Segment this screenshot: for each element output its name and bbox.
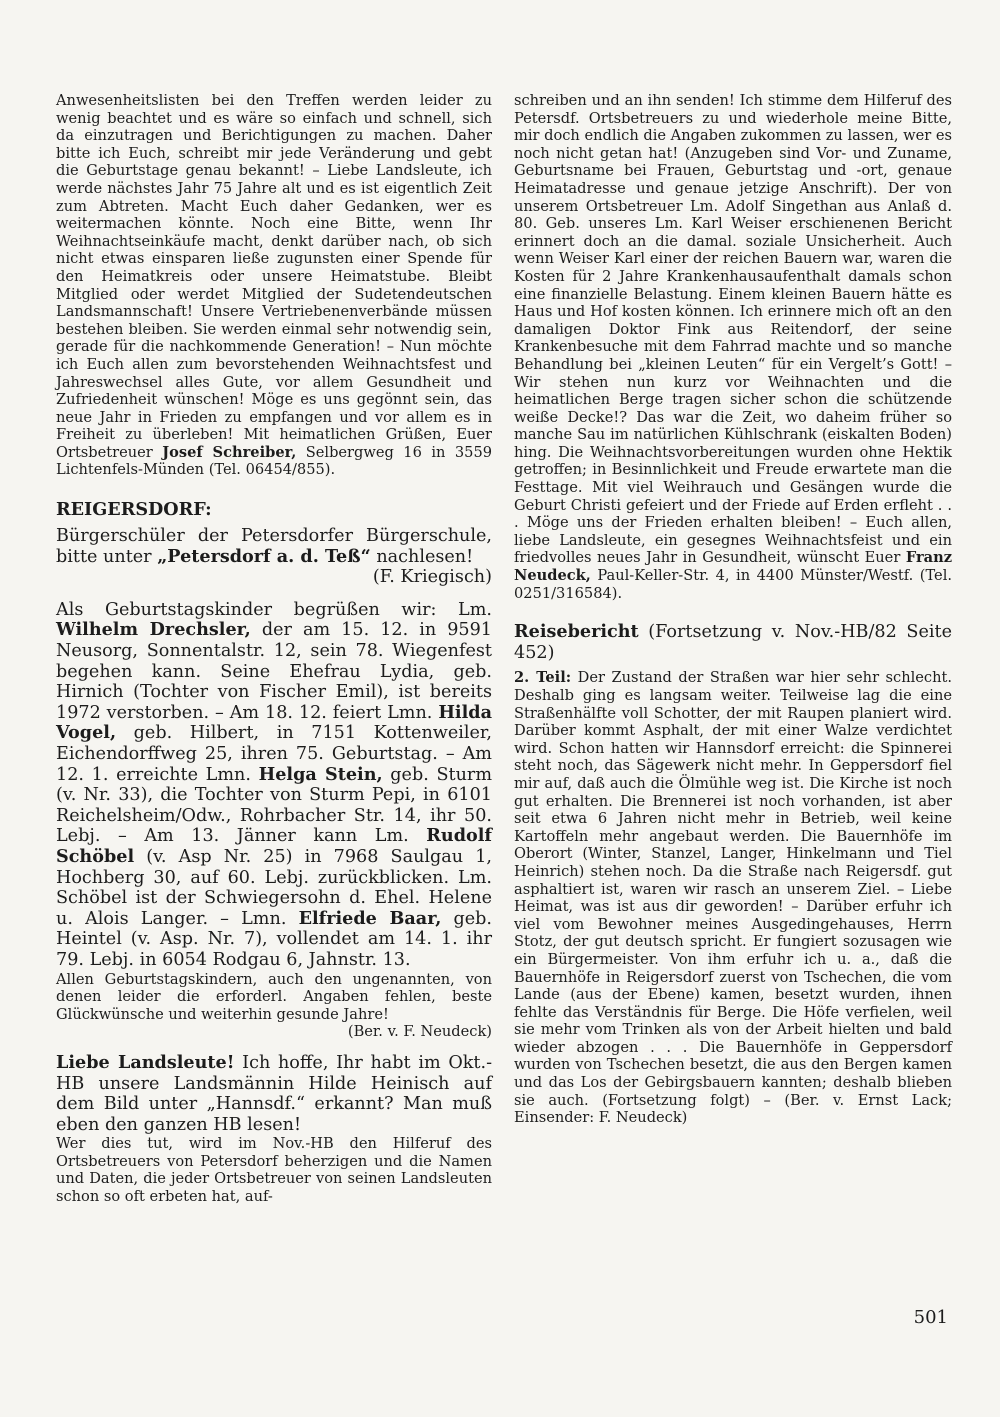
continued-letter: schreiben und an ihn senden! Ich stimme dem Hilferuf des Petersdf. Ortsbetreuers zu und wiederhole meine Bitte, mir doch endlich die Angaben zukommen zu lassen, wer es noch nicht getan hat! (Anzugeben sind Vor- und Zuname, Geburtsname bei Frauen, Geburtstag und -ort, genaue Heimatadresse und genaue jetzige Anschrift). Der von unserem Ortsbetreuer Lm. Adolf Singethan aus Anlaß d. 80. Geb. unseres Lm. Karl Weiser erschienenen Bericht erinnert doch an die damal. soziale Unsicherheit. Auch wenn Weiser Karl einer der reichen Bauern war, waren die Kosten für 2 Jahre Krankenhausaufenthalt damals schon eine finanzielle Belastung. Einem kleinen Bauern hätte es Haus und Hof kosten können. Ich erinnere mich oft an den damaligen Doktor Fink aus Reitendorf, der seine Krankenbesuche mit dem Fahrrad machte und so manche Behandlung bei „kleinen Leuten“ für ein Vergelt’s Gott! – Wir stehen nun kurz vor Weihnachten und die heimatlichen Berge tragen sicher schon die schützende weiße Decke!? Das war die Zeit, wo daheim früher so manche Sau im natürlichen Kühlschrank (eiskalten Boden) hing. Die Weihnachtsvorbereitungen wurden ohne Hektik getroffen; in Besinnlichkeit und Freude erwartete man die Festtage. Mit viel Weihrauch und Gesängen wurde die Geburt Christi gefeiert und der Friede auf Erden erfleht . . . Möge uns der Frieden erhalten bleiben! – Euch allen, liebe Landsleute, ein gesegnes Weihnachtsfeist und ein friedvolles neues Jahr in Gesundheit, wünscht Euer Franz Neudeck, Paul-Keller-Str. 4, in 4400 Münster/Westf. (Tel. 0251/316584). (514, 92, 952, 602)
intro-paragraph: Anwesenheitslisten bei den Treffen werden leider zu wenig beachtet und es wäre so einfach und schnell, sich da einzutragen und Berichtigungen zu machen. Daher bitte ich Euch, schreibt mir jede Veränderung und gebt die Geburtstage genau bekannt! – Liebe Landsleute, ich werde nächstes Jahr 75 Jahre alt und es ist eigentlich Zeit zum Abtreten. Macht Euch daher Gedanken, wer es weitermachen könnte. Noch eine Bitte, wenn Ihr Weihnachtseinkäufe macht, denkt darüber nach, ob sich nicht etwas einsparen ließe zugunsten einer Spende für den Heimatkreis oder unsere Heimatstube. Bleibt Mitglied oder werdet Mitglied der Sudetendeutschen Landsmannschaft! Unsere Vertriebenenverbände müssen bestehen bleiben. Sie werden einmal sehr notwendig sein, gerade für die nachkommende Generation! – Nun möchte ich Euch allen zum bevorstehenden Weihnachtsfest und Jahreswechsel alles Gute, vor allem Gesundheit und Zufriedenheit wünschen! Möge es uns gegönnt sein, das neue Jahr in Frieden zu empfangen und vor allem es in Freiheit zu überleben! Mit heimatlichen Grüßen, Euer Ortsbetreuer Josef Schreiber, Selbergweg 16 in 3559 Lichtenfels-Münden (Tel. 06454/855). (56, 92, 493, 479)
school-note-signature: (F. Kriegisch) (372, 567, 492, 588)
travel-report-title: Reisebericht (514, 621, 639, 643)
signer-name: Franz Neudeck, (514, 549, 952, 585)
travel-report-body: 2. Teil: Der Zustand der Straßen war hier sehr schlecht. Deshalb ging es langsam weiter. Teilweise lag die eine Straßenhälfte voll Schotter, der mit Raupen planiert wird. Darüber kommt Asphalt, der mit einer Walze verdichtet wird. Schon hatten wir Hannsdorf erreicht: die Spinnerei steht noch, das Sägewerk nicht mehr. In Geppersdorf fiel mir auf, daß auch die Ölmühle weg ist. Die Kirche ist noch gut erhalten. Die Brennerei ist noch vorhanden, ist aber seit etwa 6 Jahren nicht mehr in Betrieb, weil keine Kartoffeln mehr angebaut werden. Die Bauernhöfe im Oberort (Winter, Stanzel, Langer, Hinkelmann und Tiel Heinrich) stehen noch. Da die Straße nach Reigersdf. gut asphaltiert ist, waren wir rasch an unserem Ziel. – Liebe Heimat, was ist aus dir geworden! – Darüber erfuhr ich viel vom Bewohner meines Ausgedingehauses, Herrn Stotz, der gut deutsch spricht. Er fungiert sozusagen wie ein Bürgermeister. Von ihm erfuhr ich u. a., daß die Bauernhöfe in Reigersdorf zuerst von Tschechen, die vom Lande (aus der Ebene) kamen, besetzt wurden, ihnen fehlte das Verständnis für Berge. Die Höfe verfielen, weil sie mehr vom Trinken als von der Arbeit hielten und bald wieder abzogen . . . Die Bauernhöfe in Geppersdorf wurden von Tschechen besetzt, die aus den Bergen kamen und das Los der Gebirgsbauern kannten; deshalb blieben sie auch. (Fortsetzung folgt) – (Ber. v. Ernst Lack; Einsender: F. Neudeck) (514, 669, 952, 1127)
wishes-signature: (Ber. v. F. Neudeck) (347, 1023, 492, 1041)
signer-name: Josef Schreiber, (162, 443, 297, 461)
person-name: Elfriede Baar, (298, 907, 442, 929)
left-column (56, 92, 492, 1206)
person-name: Helga Stein, (258, 763, 383, 785)
person-name: Rudolf Schöbel (56, 825, 492, 867)
right-column (514, 92, 952, 1127)
part-label: 2. Teil: (514, 669, 572, 687)
appeal-continuation: Wer dies tut, wird im Nov.-HB den Hilferuf des Ortsbetreuers von Petersdorf beherzigen und die Namen und Daten, die jeder Ortsbetreuer von seinen Landsleuten schon so oft erbeten hat, auf- (56, 1135, 492, 1206)
section-heading-reigersdorf: REIGERSDORF: (56, 499, 212, 521)
travel-report-heading: Reisebericht (Fortsetzung v. Nov.-HB/82 Seite 452) (514, 621, 952, 663)
school-reference: „Petersdorf a. d. Teß“ (157, 545, 371, 567)
person-name: Hilda Vogel, (56, 701, 493, 744)
school-note: Bürgerschüler der Petersdorfer Bürgerschule, bitte unter „Petersdorf a. d. Teß“ nachlesen! (56, 526, 492, 567)
person-name: Wilhelm Drechsler, (56, 619, 251, 641)
birthday-paragraph: Als Geburtstagskinder begrüßen wir: Lm. Wilhelm Drechsler, der am 15. 12. in 9591 Neusorg, Sonnentalstr. 12, sein 78. Wiegenfest begehen kann. Seine Ehefrau Lydia, geb. Hirnich (Tochter von Fischer Emil), ist bereits 1972 verstorben. – Am 18. 12. feiert Lmn. Hilda Vogel, geb. Hilbert, in 7151 Kottenweiler, Eichendorffweg 25, ihren 75. Geburtstag. – Am 12. 1. erreichte Lmn. Helga Stein, geb. Sturm (v. Nr. 33), die Tochter von Sturm Pepi, in 6101 Reichelsheim/Odw., Rohrbacher Str. 14, ihr 50. Lebj. – Am 13. Jänner kann Lm. Rudolf Schöbel (v. Asp Nr. 25) in 7968 Saulgau 1, Hochberg 30, auf 60. Lebj. zurückblicken. Lm. Schöbel ist der Schwiegersohn d. Ehel. Helene u. Alois Langer. – Lmn. Elfriede Baar, geb. Heintel (v. Asp. Nr. 7), vollendet am 14. 1. ihr 79. Lebj. in 6054 Rodgau 6, Jahnstr. 13. (56, 599, 493, 970)
appeal-paragraph: Liebe Landsleute! Ich hoffe, Ihr habt im Okt.-HB unsere Landsmännin Hilde Heinisch auf dem Bild unter „Hannsdf.“ erkannt? Man muß eben den ganzen HB lesen! (56, 1051, 493, 1135)
appeal-lead: Liebe Landsleute! (56, 1051, 235, 1073)
wishes-paragraph: Allen Geburtstagskindern, auch den ungenannten, von denen leider die erforderl. Angaben fehlen, beste Glückwünsche und weiterhin gesunde Jahre! (56, 970, 492, 1023)
page-number: 501 (913, 1307, 948, 1328)
